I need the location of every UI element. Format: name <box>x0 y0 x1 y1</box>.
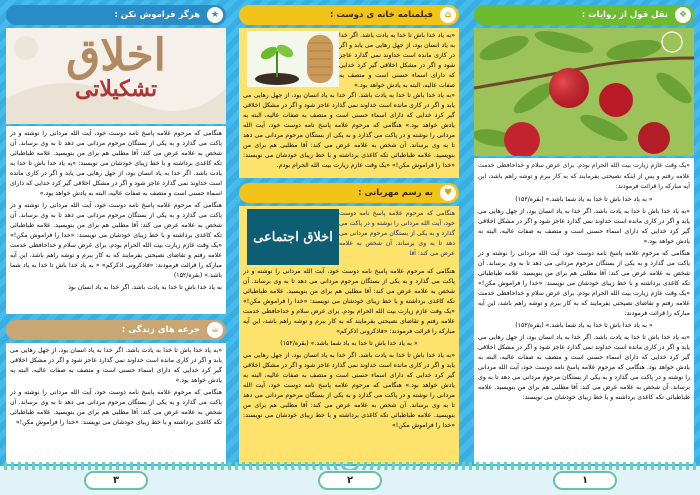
quotes-text-panel <box>474 158 694 464</box>
never-forget-paragraph: هنگامی که مرحوم علامه پاسخ نامه دوست خود، آیت الله مردانی را نوشته و در پاکت می گذارد و به یکی از بستگان مرحوم مردانی می دهد تا به وی برساند. آن شخص به علامه عرض می کند: آقا مطلبی هم برای من بنویسید. علامه طباطبائی تکه کاغذی برداشته و با خط زیبای خودشان می نویسند: «خدا را فراموش مکن!» «یک وقت عازم زیارت بیت الله الحرام بودم. برای عرض سلام و خداحافظی خدمت علامه رفتم و تقاضای نصیحتی بفرمایند که به کار ببرم و توشه راهم باشد، این آیه مبارکه را قرائت فرمودند: «فاذکرونی اذکرکم» « به یاد خدا باش تا خدا به یاد شما باشد.» (بقره/۱۵۲) <box>10 202 222 279</box>
section-header-kindness: ♥ به رسم مهربانی : <box>239 183 459 203</box>
section-header-never-forget: ★ هرگز فراموش نکن : <box>6 5 226 25</box>
column-page-1 <box>470 0 698 466</box>
kindness-paragraph: «به یاد خدا باش تا خدا به یادت باشد. اگر خدا به یاد انسان بود، از جهل رهایی می یابد و اگر در کاری مانده است خداوند نمی گذارد عاجز شود و اگر در مشکل اخلاقی گیر کرد خدایی که دارای اسماء حسنی است و متصف به صفات عالیه، البته به یادش خواهد بود.» هنگامی که مرحوم علامه پاسخ نامه دوست خود، آیت الله مردانی را نوشته و در پاکت می گذارد و به یکی از بستگان مرحوم مردانی می دهد تا به وی برساند. آن شخص به علامه عرض می کند: آقا مطلبی هم برای من بنویسید. علامه طباطبائی تکه کاغذی برداشته و با خط زیبای خودشان می نویسند: «خدا را فراموش مکن!» <box>243 352 455 429</box>
never-forget-panel <box>6 126 226 314</box>
kindness-panel <box>239 206 459 464</box>
ethics-calligraphy-image <box>6 28 226 124</box>
quote-verse: « به یاد خدا باش تا خدا به یاد شما باشد.» (بقره/۱۵۲) <box>515 195 653 203</box>
quote-paragraph: «به یاد خدا باش تا خدا به یادت باشد. اگر خدا به یاد انسان بود، از جهل رهایی می یابد و اگر در کاری مانده است خداوند نمی گذارد عاجز شود و اگر در مشکل اخلاقی گیر کرد خدایی که دارای اسماء حسنی است و متصف به صفات عالیه، البته به یادش خواهد بود.» <box>478 207 690 245</box>
never-forget-paragraph: به یاد خدا باش تا خدا به یادت باشد. اگر خدا به یاد انسان بود <box>68 284 222 291</box>
pomegranate-illustration <box>474 28 694 156</box>
plant-illustration <box>247 31 339 87</box>
section-header-quotes: ❖ نقل قول از روایات : <box>474 5 694 25</box>
page-number-3: ۳ <box>84 471 148 490</box>
book-icon: ❖ <box>675 7 691 23</box>
life-sips-paragraph: هنگامی که مرحوم علامه پاسخ نامه دوست خود، آیت الله مردانی را نوشته و در پاکت می گذارد و به یکی از بستگان مرحوم مردانی می دهد تا به وی برساند. آن شخص به علامه عرض می کند: آقا مطلبی هم برای من بنویسید. علامه طباطبائی تکه کاغذی برداشته و با خط زیبای خودشان می نویسند: «خدا را فراموش مکن!» <box>10 389 222 426</box>
kindness-verse: « به یاد خدا باش تا خدا به یاد شما باشد.» (بقره/۱۵۲) <box>280 340 418 347</box>
cup-icon: ☕ <box>207 322 223 338</box>
column-page-2 <box>235 0 463 466</box>
house-icon: ⌂ <box>440 7 456 23</box>
footer-bar <box>0 466 700 495</box>
heart-icon: ♥ <box>440 185 456 201</box>
star-icon: ★ <box>207 7 223 23</box>
social-ethics-image <box>247 209 339 265</box>
kindness-intro: هنگامی که مرحوم علامه پاسخ نامه دوست خود، آیت الله مردانی را نوشته و در پاکت می گذارد و به یکی از بستگان مرحوم مردانی می دهد تا به وی برساند. آن شخص به علامه عرض می کند: آقا <box>339 210 455 257</box>
calligraphy-ethics: اخلاق <box>66 30 166 81</box>
quote-paragraph: «به یاد خدا باش تا خدا به یادت باشد. اگر خدا به یاد انسان بود، از جهل رهایی می یابد و اگر در کاری مانده است خداوند نمی گذارد عاجز شود و اگر در مشکل اخلاقی گیر کرد خدایی که دارای اسماء حسنی است و متصف به صفات عالیه، البته به یادش خواهد بود. هنگامی که مرحوم علامه پاسخ نامه دوست خود، آیت الله مردانی را نوشته و در پاکت می گذارد و به یکی از بستگان مرحوم مردانی می دهد تا به وی برساند. آن شخص به علامه عرض می کند: آقا مطلبی هم برای من بنویسید. علامه طباطبائی تکه کاغذی برداشته و با خط زیبای خودشان می نویسند: <box>478 333 690 401</box>
quote-paragraph: هنگامی که مرحوم علامه پاسخ نامه دوست خود، آیت الله مردانی را نوشته و در پاکت می گذارد و به یکی از بستگان مرحوم مردانی می دهد تا به وی برساند. آن شخص به علامه عرض می کند: آقا مطلبی هم برای من بنویسید. علامه طباطبائی تکه کاغذی برداشته و با خط زیبای خودشان می نویسند: «خدا را فراموش مکن!» «یک وقت عازم زیارت بیت الله الحرام بودم. برای عرض سلام و خداحافظی خدمت علامه رفتم و تقاضای نصیحتی بفرمایند که به کار ببرم و توشه راهم باشد، این آیه مبارکه را قرائت فرمودند: <box>478 249 690 317</box>
section-header-friend-house: ⌂ فیلمنامه خانه ی دوست : <box>239 5 459 25</box>
footer-wave-border <box>0 462 700 470</box>
calligraphy-organizational: تشکیلاتی <box>74 76 158 102</box>
pomegranate-image <box>474 28 694 156</box>
life-sips-panel <box>6 343 226 464</box>
social-ethics-caption: اخلاق اجتماعی <box>253 229 333 245</box>
friend-house-intro: «به یاد خدا باش تا خدا به یادت باشد. اگر خدا به یاد انسان بود، از جهل رهایی می یابد و اگر در کاری مانده است خداوند نمی گذارد عاجز شود و اگر در مشکل اخلاقی گیر کرد خدایی که دارای اسماء حسنی است و متصف به صفات عالیه، البته به یادش خواهد بود.» <box>339 32 455 89</box>
quote-verse: « به یاد خدا باش تا خدا به یاد شما باشد.» (بقره/۱۵۲) <box>515 321 653 329</box>
friend-house-panel <box>239 28 459 178</box>
section-header-life-sips: ☕ جرعه های زندگی : <box>6 320 226 340</box>
column-page-3 <box>2 0 230 466</box>
never-forget-paragraph: هنگامی که مرحوم علامه پاسخ نامه دوست خود، آیت الله مردانی را نوشته و در پاکت می گذارد و به یکی از بستگان مرحوم مردانی می دهد تا به وی برساند. آن شخص به علامه عرض می کند: آقا مطلبی هم برای من بنویسید. علامه طباطبائی تکه کاغذی برداشته و با خط زیبای خودشان می نویسند: «به یاد خدا باش تا خدا به یادت باشد. اگر خدا به یاد انسان بود، از جهل رهایی می یابد و اگر در کاری مانده است خداوند نمی گذارد عاجز شود و اگر در مشکل اخلاقی گیر کرد خدایی که دارای اسماء حسنی است و متصف به صفات عالیه، البته به یادش خواهد بود.» <box>10 130 222 197</box>
kindness-paragraph: هنگامی که مرحوم علامه پاسخ نامه دوست خود، آیت الله مردانی را نوشته و در پاکت می گذارد و به یکی از بستگان مرحوم مردانی می دهد تا به وی برساند. آن شخص به علامه عرض می کند: آقا مطلبی هم برای من بنویسید. علامه طباطبائی تکه کاغذی برداشته و با خط زیبای خودشان می نویسند: «خدا را فراموش مکن!» «یک وقت عازم زیارت بیت الله الحرام بودم. برای عرض سلام و خداحافظی خدمت علامه رفتم و تقاضای نصیحتی بفرمایند که به کار ببرم و توشه راهم باشد، این آیه مبارکه را قرائت فرمودند: «فاذکرونی اذکرکم» <box>243 268 455 335</box>
page-number-2: ۲ <box>318 471 382 490</box>
page-number-1: ۱ <box>553 471 617 490</box>
friend-house-paragraph: «به یاد خدا باش تا خدا به یادت باشد. اگر خدا به یاد انسان بود، از جهل رهایی می یابد و اگر در کاری مانده است خداوند نمی گذارد عاجز شود و اگر در مشکل اخلاقی گیر کرد خدایی که دارای اسماء حسنی است و متصف به صفات عالیه، البته به یادش خواهد بود.» هنگامی که مرحوم علامه پاسخ نامه دوست خود، آیت الله مردانی را نوشته و در پاکت می گذارد و به یکی از بستگان مرحوم مردانی می دهد تا به وی برساند. آن شخص به علامه عرض می کند: آقا مطلبی هم برای من بنویسید. علامه طباطبائی تکه کاغذی برداشته و با خط زیبای خودشان می نویسند: «خدا را فراموش مکن!» «یک وقت عازم زیارت بیت الله الحرام بودم. <box>243 92 455 169</box>
quote-paragraph: «یک وقت عازم زیارت بیت الله الحرام بودم. برای عرض سلام و خداحافظی خدمت علامه رفتم و پس از اینکه نصیحتی بفرمایند که به کار ببرم و توشه راهم باشد، این آیه مبارکه را قرائت فرمودند: <box>478 162 690 190</box>
life-sips-paragraph: «به یاد خدا باش تا خدا به یادت باشد. اگر خدا به یاد انسان بود، از جهل رهایی می یابد و اگر در کاری مانده است خداوند نمی گذارد عاجز شود و اگر در مشکل اخلاقی گیر کرد خدایی که دارای اسماء حسنی است و متصف به صفات عالیه، البته به یادش خواهد بود.» <box>10 347 222 384</box>
plant-image <box>247 31 339 87</box>
